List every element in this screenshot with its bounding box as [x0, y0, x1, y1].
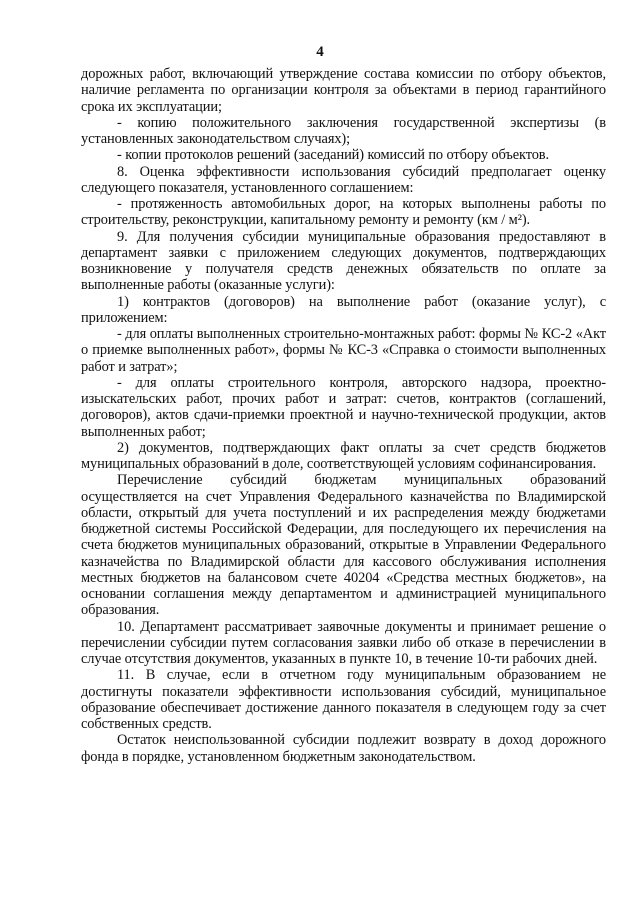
- paragraph: - для оплаты строительного контроля, авторского надзора, проектно-изыскательских работ, прочих работ и затрат: счетов, контрактов (соглашений, договоров), актов сдачи-приемки проектной и научно-технической продукции, актов выполненных работ;: [81, 374, 606, 440]
- paragraph: 2) документов, подтверждающих факт оплаты за счет средств бюджетов муниципальных образований в доле, соответствующей условиям софинансирования.: [81, 439, 606, 472]
- paragraph: 10. Департамент рассматривает заявочные документы и принимает решение о перечислении субсидии путем согласования заявки либо об отказе в перечислении в случае отсутствия документов, указанных в пункте 10, в течение 10-ти рабочих дней.: [81, 618, 606, 667]
- paragraph: - для оплаты выполненных строительно-монтажных работ: формы № КС-2 «Акт о приемке выполненных работ», формы № КС-3 «Справка о стоимости выполненных работ и затрат»;: [81, 326, 606, 375]
- paragraph: 11. В случае, если в отчетном году муниципальным образованием не достигнуты показатели эффективности использования субсидий, муниципальное образование обеспечивает достижение данного показателя в следующем году за счет собственных средств.: [81, 667, 606, 732]
- paragraph: - копии протоколов решений (заседаний) комиссий по отбору объектов.: [117, 147, 550, 164]
- paragraph: - протяженность автомобильных дорог, на которых выполнены работы по строительству, реконструкции, капитальному ремонту и ремонту (км / м²).: [81, 196, 606, 229]
- page-number: 4: [316, 44, 324, 60]
- paragraph: 8. Оценка эффективности использования субсидий предполагает оценку следующего показателя, установленного соглашением:: [81, 163, 606, 196]
- paragraph: дорожных работ, включающий утверждение состава комиссии по отбору объектов, наличие регламента по организации контроля за объектами в период гарантийного срока их эксплуатации;: [81, 66, 606, 115]
- paragraph: 9. Для получения субсидии муниципальные образования предоставляют в департамент заявки с приложением следующих документов, подтверждающих возникновение у получателя средств денежных обязательств по оплате за выполненные работы (оказанные услуги):: [81, 228, 606, 294]
- paragraph: Перечисление субсидий бюджетам муниципальных образований осуществляется на счет Управления Федерального казначейства по Владимирской области, открытый для учета поступлений и их распределения между бюджетами бюджетной системы Российской Федерации, для последующего их перечисления на счета бюджетов муниципальных образований, открытые в Управлении Федерального казначейства по Владимирской области для кассового обслуживания исполнения местных бюджетов на балансовом счете 40204 «Средства местных бюджетов», на основании соглашения между департаментом и администрацией муниципального образования.: [81, 472, 606, 619]
- paragraph: 1) контрактов (договоров) на выполнение работ (оказание услуг), с приложением:: [81, 293, 606, 326]
- paragraph: Остаток неиспользованной субсидии подлежит возврату в доход дорожного фонда в порядке, установленном бюджетным законодательством.: [81, 732, 606, 765]
- paragraph: - копию положительного заключения государственной экспертизы (в установленных законодательством случаях);: [81, 114, 606, 147]
- document-body: [81, 66, 606, 765]
